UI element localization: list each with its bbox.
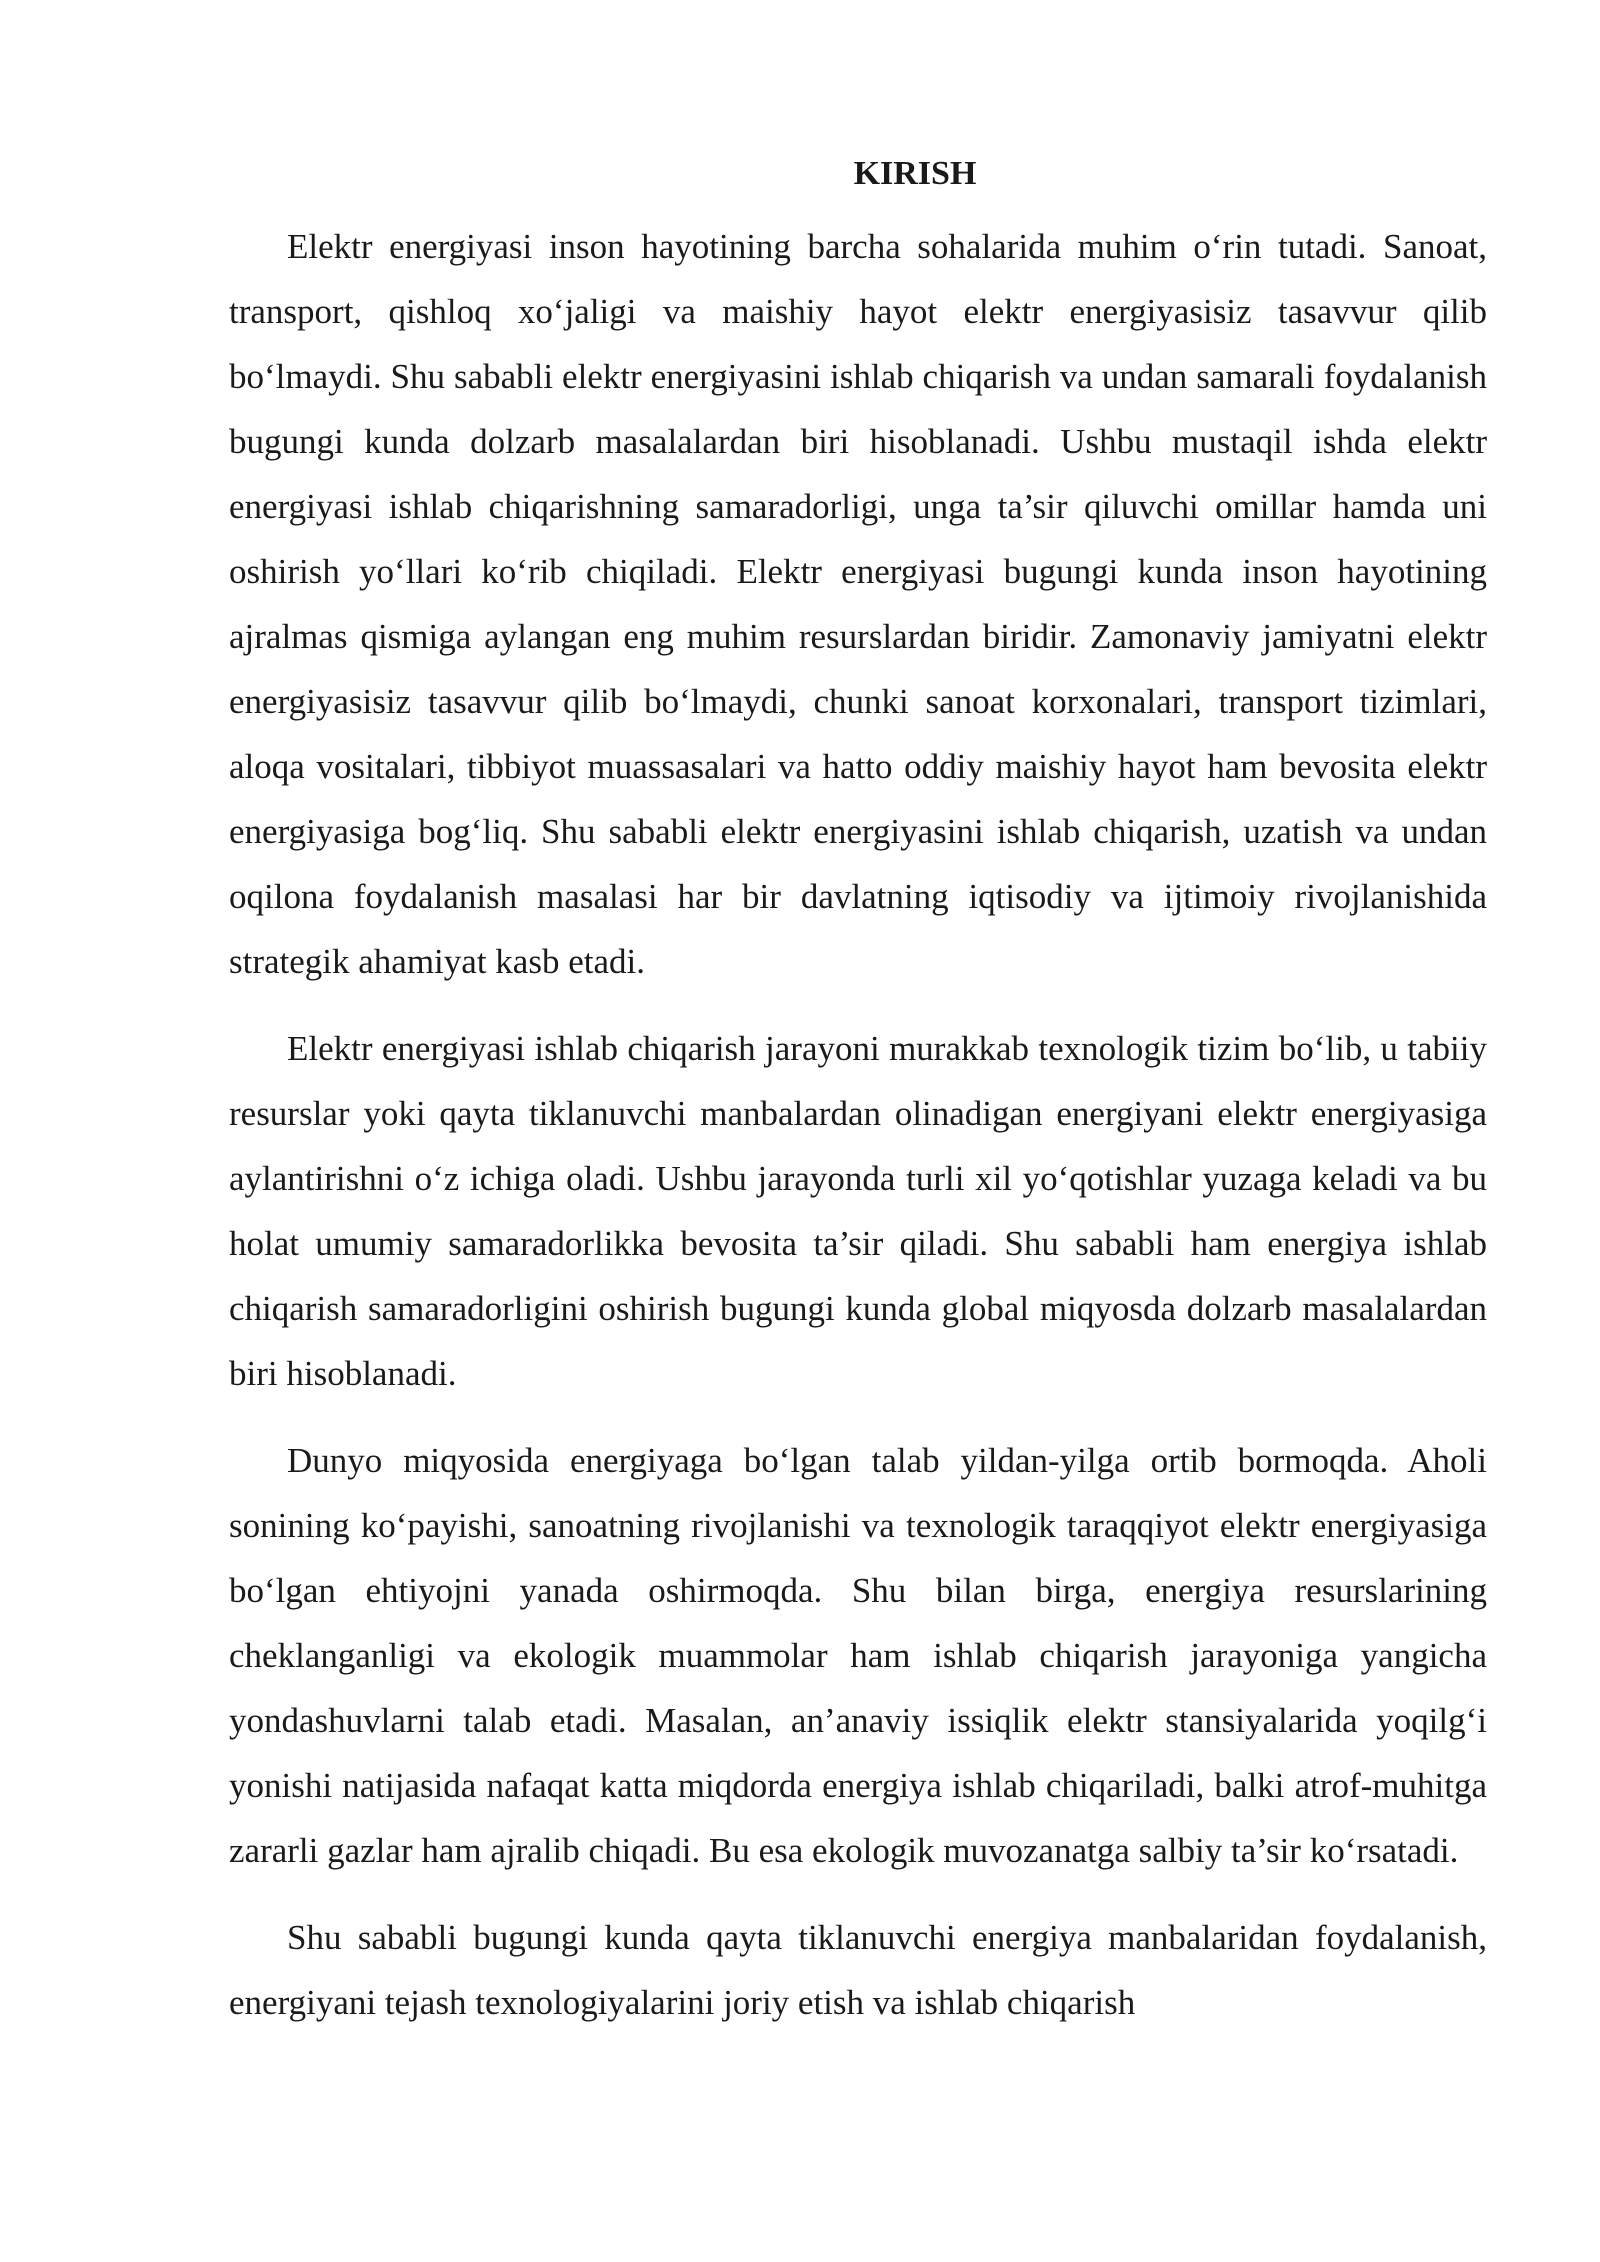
paragraph-1: Elektr energiyasi inson hayotining barcha sohalarida muhim o‘rin tutadi. Sanoat, transport, qishloq xo‘jaligi va maishiy hayot elektr energiyasisiz tasavvur qilib bo‘lmaydi. Shu sababli elektr energiyasini ishlab chiqarish va undan samarali foydalanish bugungi kunda dolzarb masalalardan biri hisoblanadi. Ushbu mustaqil ishda elektr energiyasi ishlab chiqarishning samaradorligi, unga ta’sir qiluvchi omillar hamda uni oshirish yo‘llari ko‘rib chiqiladi. Elektr energiyasi bugungi kunda inson hayotining ajralmas qismiga aylangan eng muhim resurslardan biridir. Zamonaviy jamiyatni elektr energiyasisiz tasavvur qilib bo‘lmaydi, chunki sanoat korxonalari, transport tizimlari, aloqa vositalari, tibbiyot muassasalari va hatto oddiy maishiy hayot ham bevosita elektr energiyasiga bog‘liq. Shu sababli elektr energiyasini ishlab chiqarish, uzatish va undan oqilona foydalanish masalasi har bir davlatning iqtisodiy va ijtimoiy rivojlanishida strategik ahamiyat kasb etadi. <box>229 227 1487 981</box>
paragraph-4: Shu sababli bugungi kunda qayta tiklanuvchi energiya manbalaridan foydalanish, energiyani tejash texnologiyalarini joriy etish va ishlab chiqarish <box>229 1918 1487 2022</box>
paragraph-3: Dunyo miqyosida energiyaga bo‘lgan talab yildan-yilga ortib bormoqda. Aholi sonining ko‘payishi, sanoatning rivojlanishi va texnologik taraqqiyot elektr energiyasiga bo‘lgan ehtiyojni yanada oshirmoqda. Shu bilan birga, energiya resurslarining cheklanganligi va ekologik muammolar ham ishlab chiqarish jarayoniga yangicha yondashuvlarni talab etadi. Masalan, an’anaviy issiqlik elektr stansiyalarida yoqilg‘i yonishi natijasida nafaqat katta miqdorda energiya ishlab chiqariladi, balki atrof-muhitga zararli gazlar ham ajralib chiqadi. Bu esa ekologik muvozanatga salbiy ta’sir ko‘rsatadi. <box>229 1441 1487 1870</box>
document-body <box>229 150 1487 2057</box>
paragraph-2: Elektr energiyasi ishlab chiqarish jarayoni murakkab texnologik tizim bo‘lib, u tabiiy resurslar yoki qayta tiklanuvchi manbalardan olinadigan energiyani elektr energiyasiga aylantirishni o‘z ichiga oladi. Ushbu jarayonda turli xil yo‘qotishlar yuzaga keladi va bu holat umumiy samaradorlikka bevosita ta’sir qiladi. Shu sababli ham energiya ishlab chiqarish samaradorligini oshirish bugungi kunda global miqyosda dolzarb masalalardan biri hisoblanadi. <box>229 1029 1487 1393</box>
page-title: KIRISH <box>853 155 977 192</box>
